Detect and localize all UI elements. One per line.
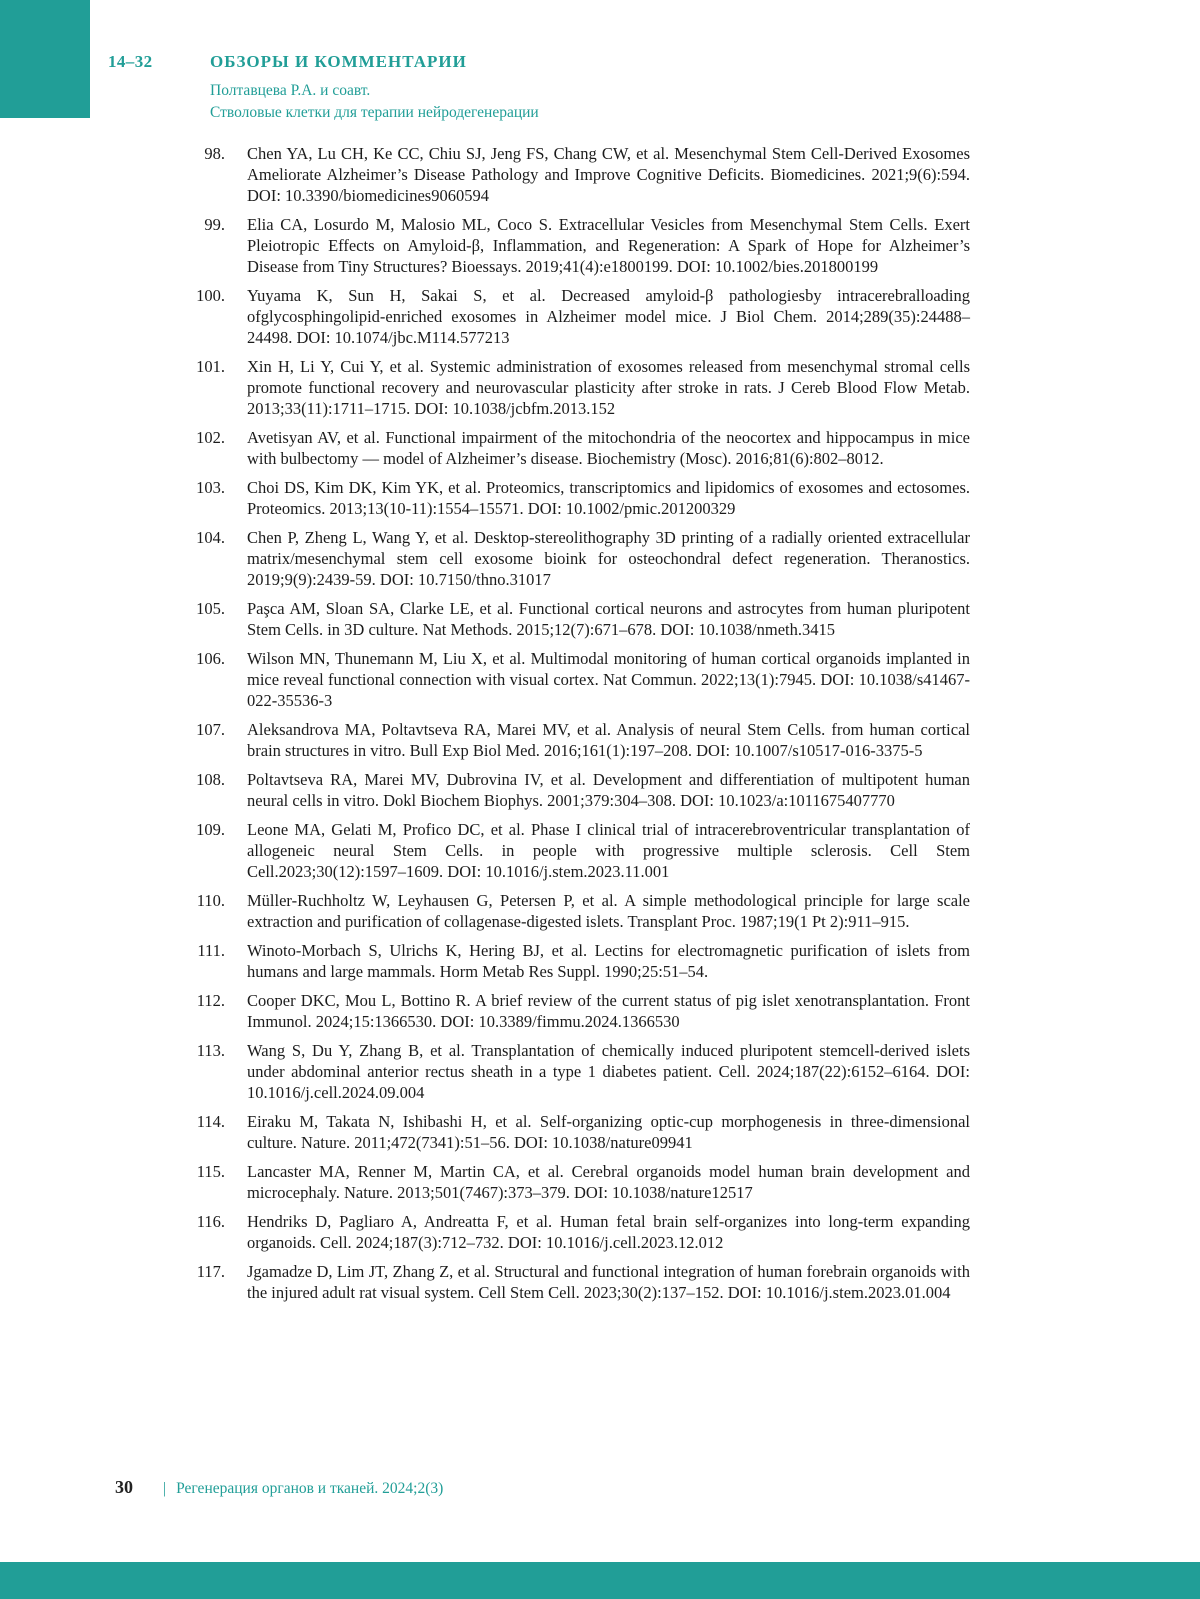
- running-article-title: Стволовые клетки для терапии нейродегенерации: [210, 104, 539, 121]
- reference-item: [0, 427, 1200, 469]
- reference-number: 102.: [196, 428, 225, 447]
- reference-text: Xin H, Li Y, Cui Y, et al. Systemic administration of exosomes released from mesenchymal stromal cells promote functional recovery and neurovascular plasticity after stroke in rats. J Cereb Blood Flow Metab. 2013;33(11):1711–1715. DOI: 10.1038/jcbfm.2013.152: [247, 357, 970, 418]
- reference-number: 117.: [196, 1262, 225, 1281]
- corner-accent-block: [0, 0, 90, 118]
- reference-text: Leone MA, Gelati M, Profico DC, et al. Phase I clinical trial of intracerebroventricular transplantation of allogeneic neural Stem Cells. in people with progressive multiple sclerosis. Cell Stem Cell.2023;30(12):1597–1609. DOI: 10.1016/j.stem.2023.11.001: [247, 820, 970, 881]
- reference-text: Avetisyan AV, et al. Functional impairment of the mitochondria of the neocortex and hippocampus in mice with bulbectomy — model of Alzheimer’s disease. Biochemistry (Mosc). 2016;81(6):802–8012.: [247, 428, 970, 468]
- page-header: [108, 52, 1090, 122]
- reference-text: Winoto-Morbach S, Ulrichs K, Hering BJ, et al. Lectins for electromagnetic purification of islets from humans and large mammals. Horm Metab Res Suppl. 1990;25:51–54.: [247, 941, 970, 981]
- reference-text: Elia CA, Losurdo M, Malosio ML, Coco S. Extracellular Vesicles from Mesenchymal Stem Cells. Exert Pleiotropic Effects on Amyloid-β, Inflammation, and Regeneration: A Spark of Hope for Alzheimer’s Disease from Tiny Structures? Bioessays. 2019;41(4):e1800199. DOI: 10.1002/bies.201800199: [247, 215, 970, 276]
- running-authors: Полтавцева Р.А. и соавт.: [210, 82, 371, 99]
- bottom-accent-band: [0, 1562, 1200, 1599]
- reference-number: 104.: [196, 528, 225, 547]
- section-title: ОБЗОРЫ И КОММЕНТАРИИ: [210, 52, 467, 71]
- references-list: [0, 143, 1200, 1311]
- reference-number: 108.: [196, 770, 225, 789]
- reference-number: 105.: [196, 599, 225, 618]
- reference-text: Cooper DKC, Mou L, Bottino R. A brief review of the current status of pig islet xenotransplantation. Front Immunol. 2024;15:1366530. DOI: 10.3389/fimmu.2024.1366530: [247, 991, 970, 1031]
- reference-number: 103.: [196, 478, 225, 497]
- reference-number: 111.: [197, 941, 225, 960]
- reference-text: Choi DS, Kim DK, Kim YK, et al. Proteomics, transcriptomics and lipidomics of exosomes and ectosomes. Proteomics. 2013;13(10-11):1554–15571. DOI: 10.1002/pmic.201200329: [247, 478, 970, 518]
- reference-text: Poltavtseva RA, Marei MV, Dubrovina IV, et al. Development and differentiation of multipotent human neural cells in vitro. Dokl Biochem Biophys. 2001;379:304–308. DOI: 10.1023/a:1011675407770: [247, 770, 970, 810]
- reference-number: 106.: [196, 649, 225, 668]
- reference-item: [0, 477, 1200, 519]
- reference-number: 115.: [196, 1162, 225, 1181]
- reference-text: Yuyama K, Sun H, Sakai S, et al. Decreased amyloid-β pathologiesby intracerebralloading ofglycosphingolipid-enriched exosomes in Alzheimer model mice. J Biol Chem. 2014;289(35):24488–24498. DOI: 10.1074/jbc.M114.577213: [247, 286, 970, 347]
- reference-text: Wilson MN, Thunemann M, Liu X, et al. Multimodal monitoring of human cortical organoids implanted in mice reveal functional connection with visual cortex. Nat Commun. 2022;13(1):7945. DOI: 10.1038/s41467-022-35536-3: [247, 649, 970, 710]
- page-footer: [115, 1477, 443, 1498]
- page-number: 30: [115, 1477, 133, 1497]
- reference-text: Müller-Ruchholtz W, Leyhausen G, Petersen P, et al. A simple methodological principle for large scale extraction and purification of collagenase-digested islets. Transplant Proc. 1987;19(1 Pt 2):911–915.: [247, 891, 970, 931]
- reference-item: [0, 1040, 1200, 1103]
- reference-number: 113.: [196, 1041, 225, 1060]
- reference-text: Chen YA, Lu CH, Ke CC, Chiu SJ, Jeng FS, Chang CW, et al. Mesenchymal Stem Cell-Derived Exosomes Ameliorate Alzheimer’s Disease Pathology and Improve Cognitive Deficits. Biomedicines. 2021;9(6):594. DOI: 10.3390/biomedicines9060594: [247, 144, 970, 205]
- reference-number: 116.: [196, 1212, 225, 1231]
- reference-item: [0, 143, 1200, 206]
- running-head: [210, 52, 1090, 122]
- reference-text: Hendriks D, Pagliaro A, Andreatta F, et al. Human fetal brain self-organizes into long-term expanding organoids. Cell. 2024;187(3):712–732. DOI: 10.1016/j.cell.2023.12.012: [247, 1212, 970, 1252]
- reference-item: [0, 719, 1200, 761]
- reference-number: 114.: [196, 1112, 225, 1131]
- reference-number: 98.: [204, 144, 225, 163]
- reference-item: [0, 598, 1200, 640]
- reference-item: [0, 990, 1200, 1032]
- reference-text: Aleksandrova MA, Poltavtseva RA, Marei MV, et al. Analysis of neural Stem Cells. from human cortical brain structures in vitro. Bull Exp Biol Med. 2016;161(1):197–208. DOI: 10.1007/s10517-016-3375-5: [247, 720, 970, 760]
- reference-text: Jgamadze D, Lim JT, Zhang Z, et al. Structural and functional integration of human forebrain organoids with the injured adult rat visual system. Cell Stem Cell. 2023;30(2):137–152. DOI: 10.1016/j.stem.2023.01.004: [247, 1262, 970, 1302]
- reference-item: [0, 285, 1200, 348]
- reference-text: Eiraku M, Takata N, Ishibashi H, et al. Self-organizing optic-cup morphogenesis in three-dimensional culture. Nature. 2011;472(7341):51–56. DOI: 10.1038/nature09941: [247, 1112, 970, 1152]
- reference-item: [0, 214, 1200, 277]
- reference-number: 101.: [196, 357, 225, 376]
- reference-item: [0, 769, 1200, 811]
- journal-citation: Регенерация органов и тканей. 2024;2(3): [176, 1480, 444, 1497]
- reference-item: [0, 890, 1200, 932]
- reference-number: 107.: [196, 720, 225, 739]
- reference-item: [0, 1161, 1200, 1203]
- reference-text: Chen P, Zheng L, Wang Y, et al. Desktop-stereolithography 3D printing of a radially oriented extracellular matrix/mesenchymal stem cell exosome bioink for osteochondral defect regeneration. Theranostics. 2019;9(9):2439-59. DOI: 10.7150/thno.31017: [247, 528, 970, 589]
- article-page-range: 14–32: [108, 52, 153, 71]
- reference-number: 99.: [204, 215, 225, 234]
- reference-text: Wang S, Du Y, Zhang B, et al. Transplantation of chemically induced pluripotent stemcell-derived islets under abdominal anterior rectus sheath in a type 1 diabetes patient. Cell. 2024;187(22):6152–6164. DOI: 10.1016/j.cell.2024.09.004: [247, 1041, 970, 1102]
- reference-number: 112.: [196, 991, 225, 1010]
- reference-item: [0, 1111, 1200, 1153]
- reference-text: Lancaster MA, Renner M, Martin CA, et al. Cerebral organoids model human brain development and microcephaly. Nature. 2013;501(7467):373–379. DOI: 10.1038/nature12517: [247, 1162, 970, 1202]
- reference-item: [0, 527, 1200, 590]
- reference-item: [0, 648, 1200, 711]
- reference-item: [0, 1211, 1200, 1253]
- reference-number: 109.: [196, 820, 225, 839]
- reference-number: 110.: [196, 891, 225, 910]
- reference-number: 100.: [196, 286, 225, 305]
- reference-item: [0, 940, 1200, 982]
- reference-item: [0, 1261, 1200, 1303]
- footer-divider: |: [163, 1480, 167, 1497]
- reference-text: Paşca AM, Sloan SA, Clarke LE, et al. Functional cortical neurons and astrocytes from human pluripotent Stem Cells. in 3D culture. Nat Methods. 2015;12(7):671–678. DOI: 10.1038/nmeth.3415: [247, 599, 970, 639]
- reference-item: [0, 819, 1200, 882]
- reference-item: [0, 356, 1200, 419]
